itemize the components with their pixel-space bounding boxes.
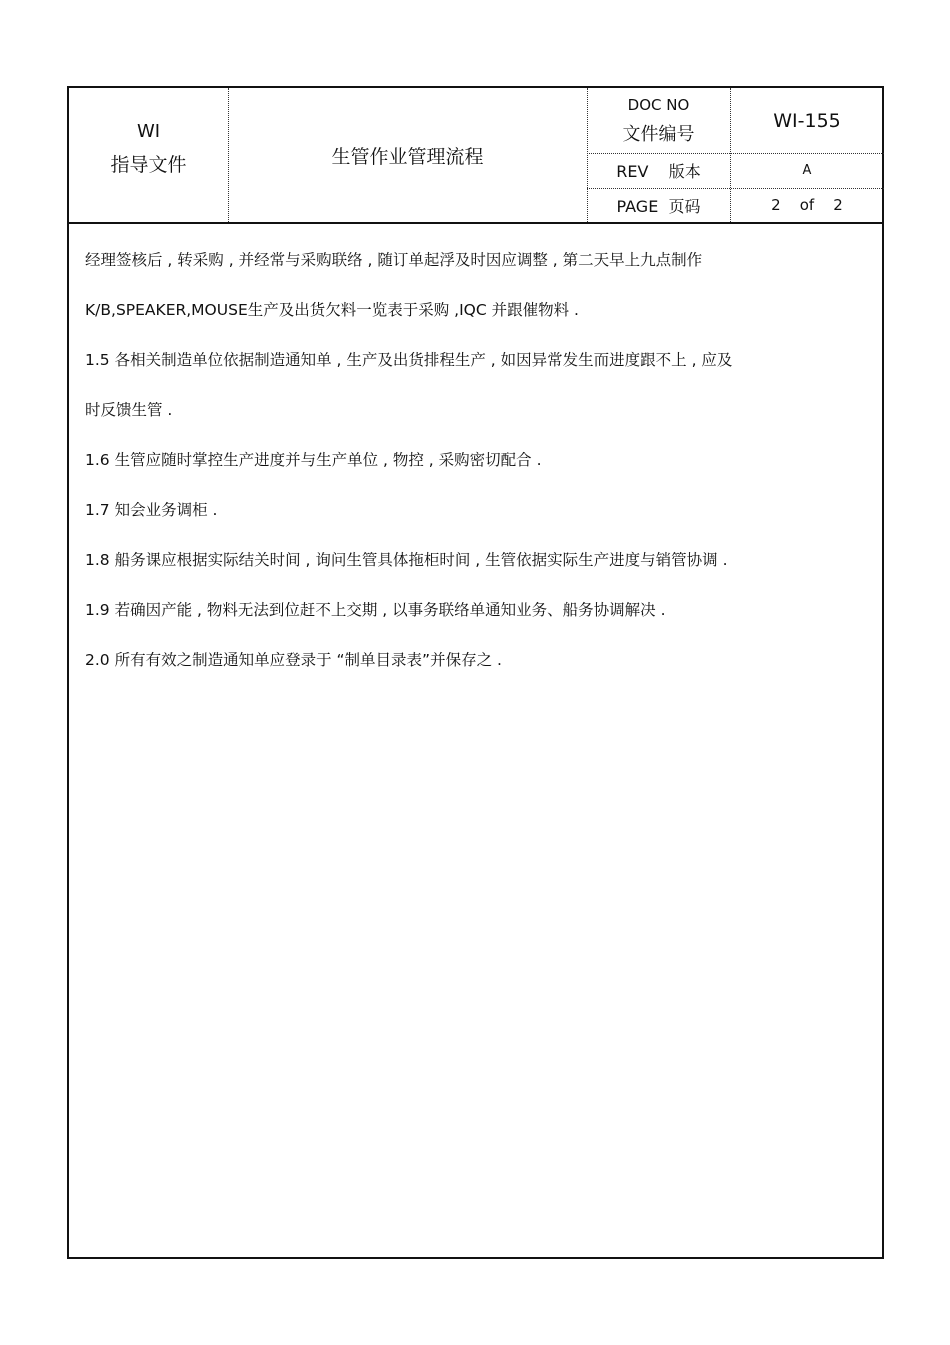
- body-line: 1.6 生管应随时掌控生产进度并与生产单位 , 物控 , 采购密切配合 .: [85, 451, 542, 469]
- body-line: 经理签核后 , 转采购 , 并经常与采购联络 , 随订单起浮及时因应调整 , 第二天早上九点制作: [85, 251, 703, 269]
- body-line: K/B,SPEAKER,MOUSE生产及出货欠料一览表于采购 ,IQC 并跟催物料 .: [85, 301, 579, 319]
- page-label: PAGE 页码: [616, 196, 701, 216]
- document-header: [69, 88, 882, 224]
- rev-value: A: [802, 163, 812, 178]
- doc-type-cell: [69, 88, 228, 222]
- body-line: 时反馈生管 .: [85, 401, 173, 419]
- docno-value-cell: [730, 88, 884, 153]
- docno-value: WI-155: [773, 109, 841, 132]
- document-frame: [67, 86, 884, 1259]
- rev-value-cell: [730, 153, 884, 188]
- body-line: 2.0 所有有效之制造通知单应登录于 “制单目录表”并保存之 .: [85, 651, 502, 669]
- body-line: 1.9 若确因产能 , 物料无法到位赶不上交期 , 以事务联络单通知业务、船务协调解决 .: [85, 601, 666, 619]
- doc-type-code: WI: [136, 121, 161, 142]
- body-line: 1.7 知会业务调柜 .: [85, 501, 218, 519]
- doc-type-title: 指导文件: [110, 154, 187, 176]
- rev-label-cell: [587, 153, 730, 188]
- body-line: 1.5 各相关制造单位依据制造通知单 , 生产及出货排程生产 , 如因异常发生而进度跟不上 , 应及: [85, 351, 733, 369]
- rev-label: REV 版本: [616, 162, 701, 181]
- docno-label-en: DOC NO: [627, 95, 690, 114]
- page-number: 2 of 2: [771, 196, 843, 214]
- document-title: 生管作业管理流程: [331, 145, 484, 168]
- doc-title-cell: [228, 88, 587, 222]
- docno-label-cn: 文件编号: [622, 123, 695, 145]
- page-label-cell: [587, 188, 730, 222]
- docno-label-cell: [587, 88, 730, 153]
- body-line: 1.8 船务课应根据实际结关时间 , 询问生管具体拖柜时间 , 生管依据实际生产进度与销管协调 .: [85, 551, 728, 569]
- page-value-cell: [730, 188, 884, 222]
